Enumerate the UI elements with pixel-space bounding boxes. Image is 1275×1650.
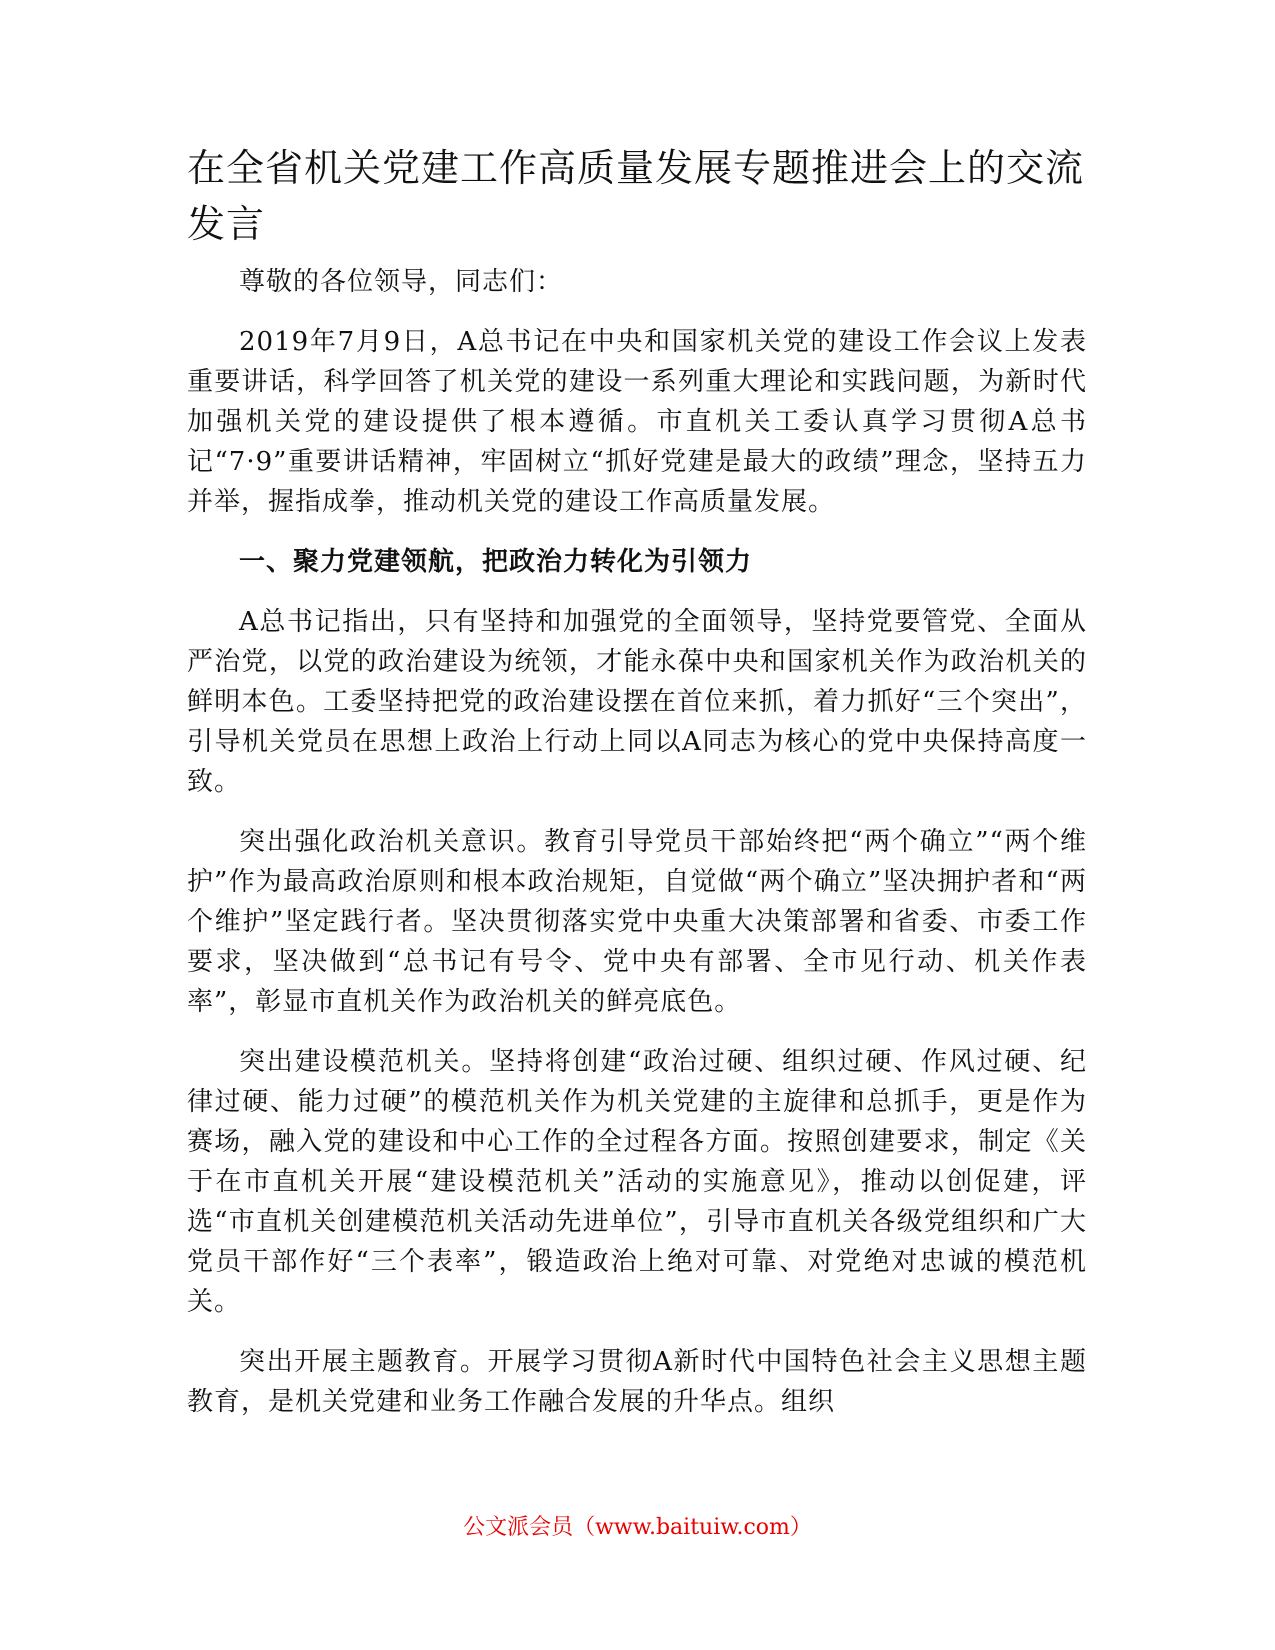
section-heading: 一、聚力党建领航，把政治力转化为引领力 — [239, 547, 753, 577]
body-paragraph: 突出建设模范机关。坚持将创建“政治过硬、组织过硬、作风过硬、纪律过硬、能力过硬”的模范机关作为机关党建的主旋律和总抓手，更是作为赛场，融入党的建设和中心工作的全过程各方面。按照创建要求，制定《关于在市直机关开展“建设模范机关”活动的实施意见》，推动以创促建，评选“市直机关创建模范机关活动先进单位”，引导市直机关各级党组织和广大党员干部作好“三个表率”，锻造政治上绝对可靠、对党绝对忠诚的模范机关。 — [187, 1047, 1087, 1317]
footer-watermark: 公文派会员（www.baituiw.com） — [463, 1515, 812, 1540]
body-paragraph: 突出强化政治机关意识。教育引导党员干部始终把“两个确立”“两个维护”作为最高政治原则和根本政治规矩，自觉做“两个确立”坚决拥护者和“两个维护”坚定践行者。坚决贯彻落实党中央重大决策部署和省委、市委工作要求，坚决做到“总书记有号令、党中央有部署、全市见行动、机关作表率”，彰显市直机关作为政治机关的鲜亮底色。 — [187, 827, 1087, 1017]
document-page — [187, 140, 1087, 1442]
greeting: 尊敬的各位领导，同志们： — [239, 267, 564, 297]
document-title: 在全省机关党建工作高质量发展专题推进会上的交流发言 — [187, 146, 1085, 246]
intro-paragraph: 2019年7月9日，A总书记在中央和国家机关党的建设工作会议上发表重要讲话，科学回答了机关党的建设一系列重大理论和实践问题，为新时代加强机关党的建设提供了根本遵循。市直机关工委认真学习贯彻A总书记“7·9”重要讲话精神，牢固树立“抓好党建是最大的政绩”理念，坚持五力并举，握指成拳，推动机关党的建设工作高质量发展。 — [187, 327, 1087, 517]
body-paragraph: A总书记指出，只有坚持和加强党的全面领导，坚持党要管党、全面从严治党，以党的政治建设为统领，才能永葆中央和国家机关作为政治机关的鲜明本色。工委坚持把党的政治建设摆在首位来抓，着力抓好“三个突出”，引导机关党员在思想上政治上行动上同以A同志为核心的党中央保持高度一致。 — [187, 607, 1087, 797]
body-paragraph: 突出开展主题教育。开展学习贯彻A新时代中国特色社会主义思想主题教育，是机关党建和业务工作融合发展的升华点。组织 — [187, 1347, 1087, 1417]
